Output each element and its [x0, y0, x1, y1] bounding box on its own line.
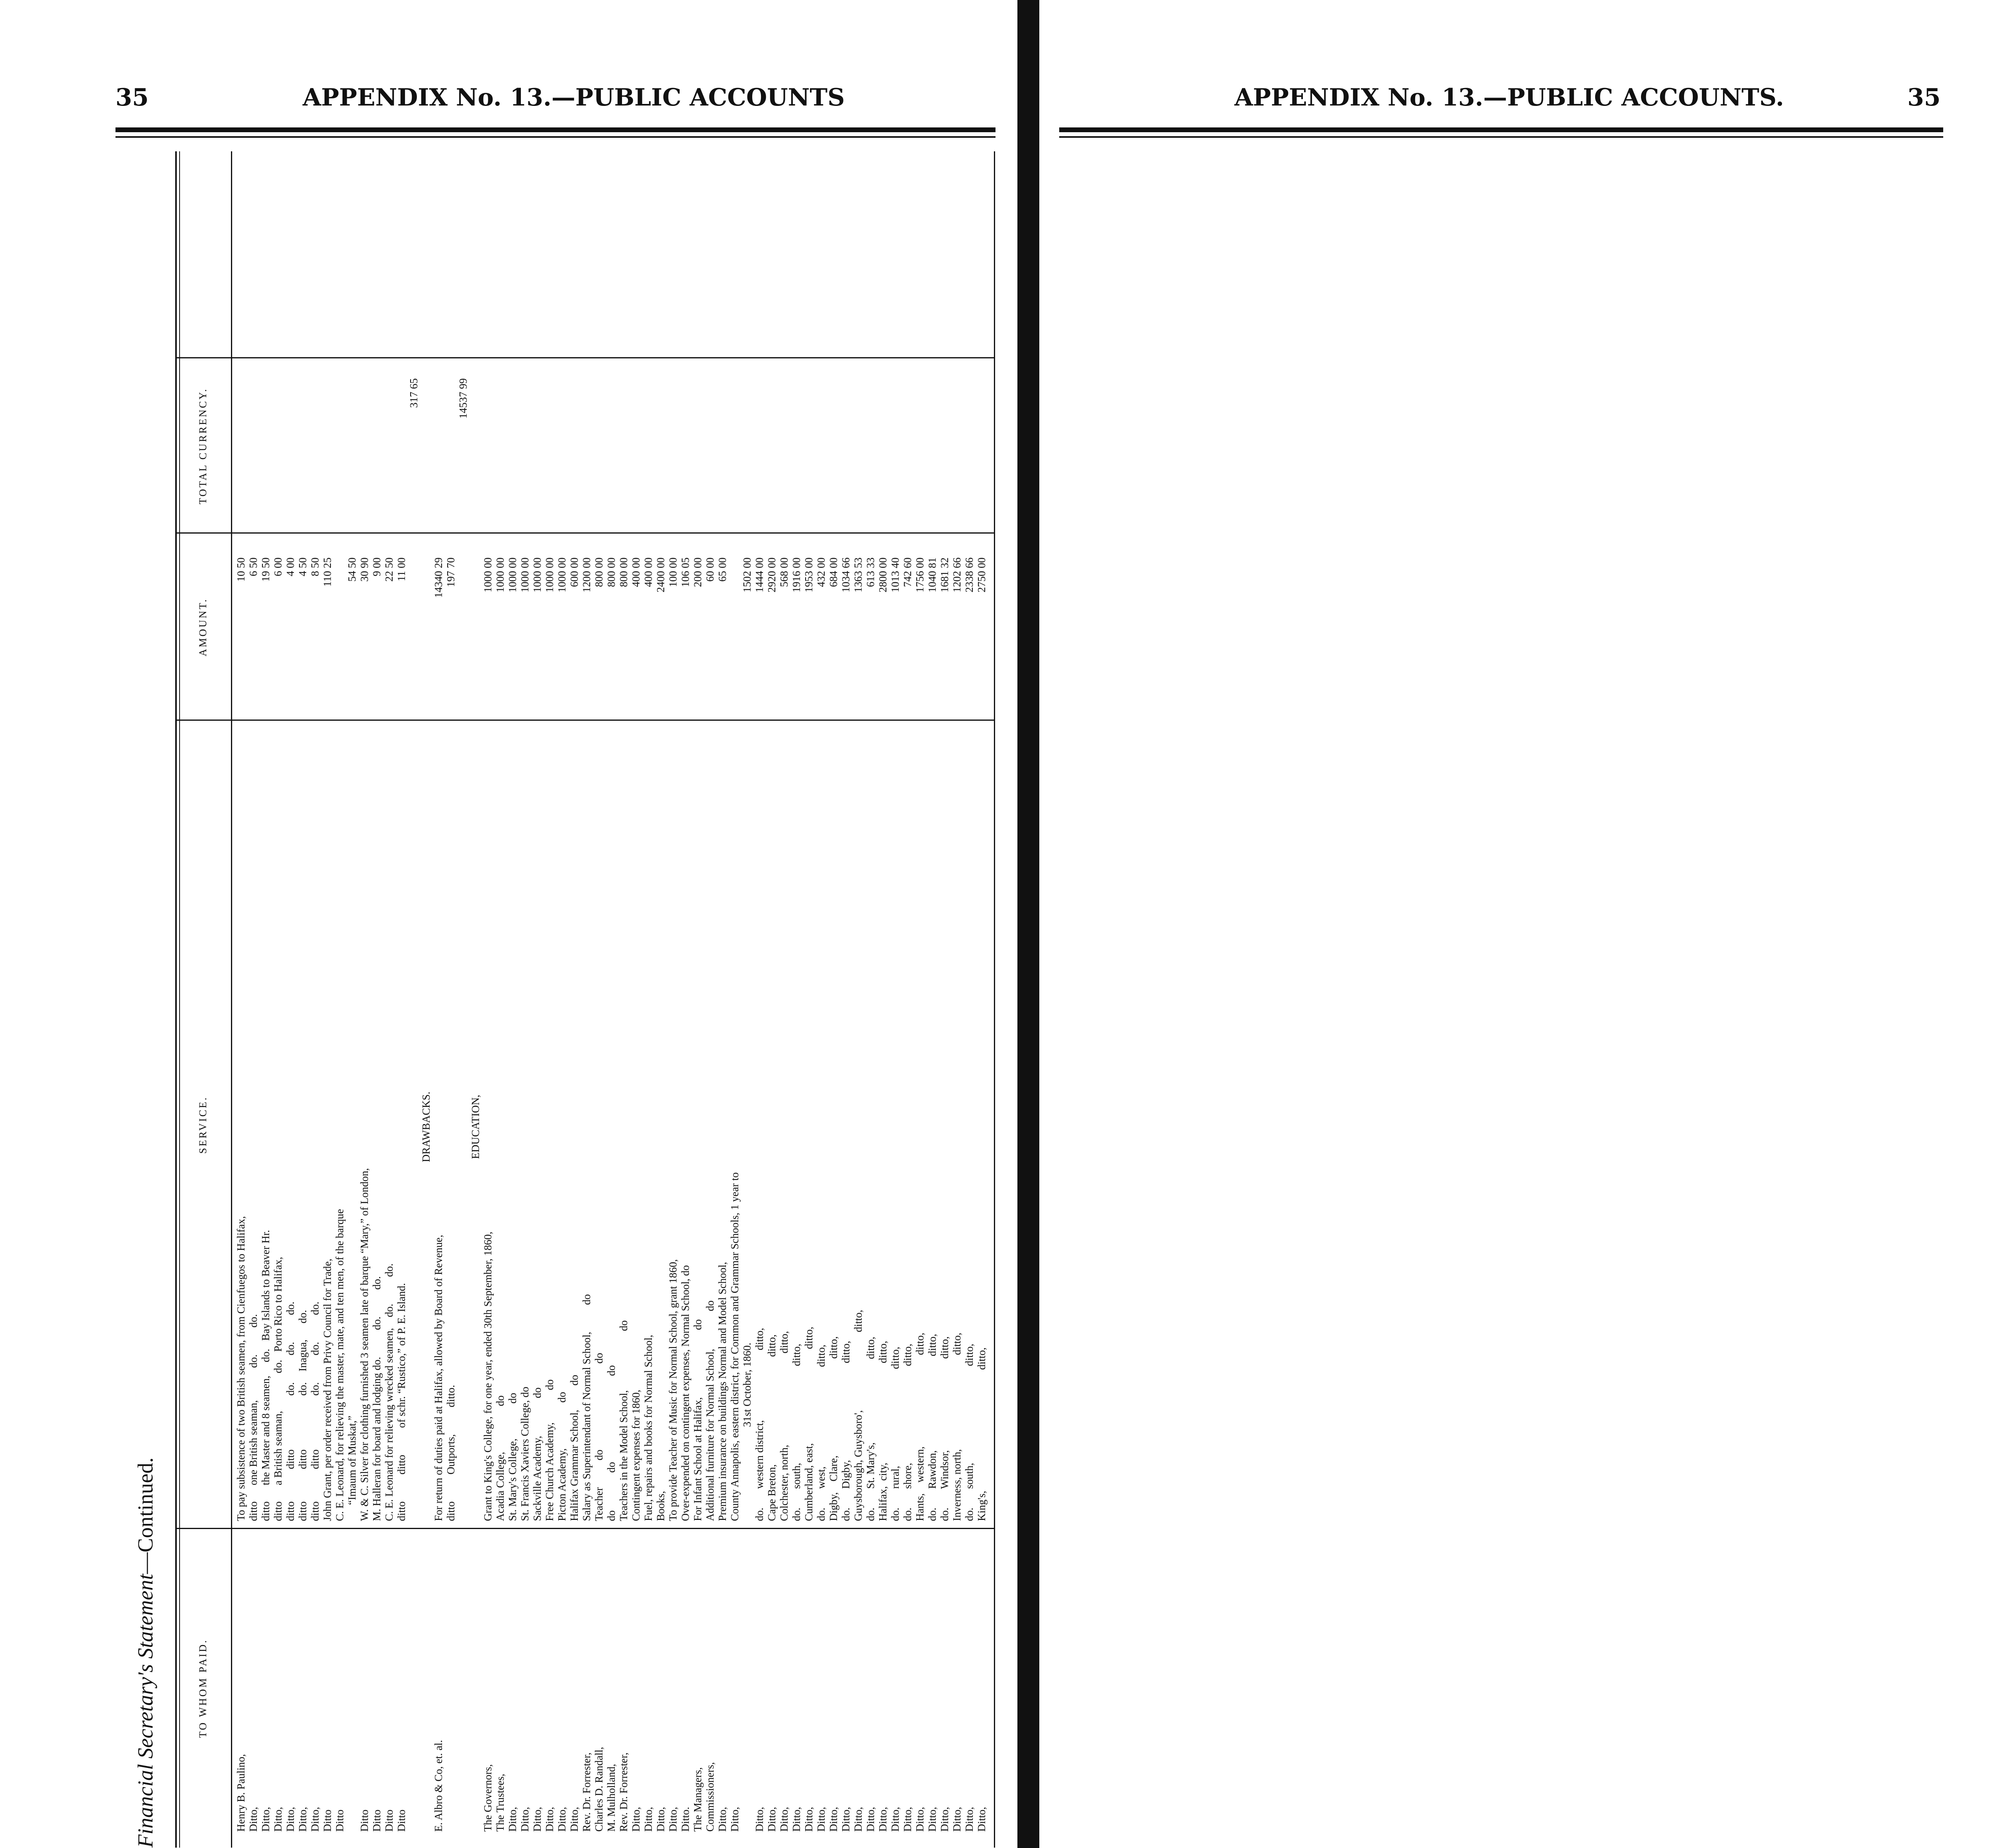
- table-row: [976, 151, 988, 1848]
- row-amount: 30 90: [358, 557, 370, 582]
- row-service: ditto ditto do. do. do.: [309, 1301, 321, 1521]
- row-who: Henry B. Paulino,: [235, 1754, 247, 1832]
- table-row: [420, 151, 432, 1848]
- left-page-number: 35: [115, 84, 149, 111]
- left-header-rule-thin: [115, 136, 996, 138]
- row-service: King's, ditto,: [976, 1347, 988, 1521]
- right-running-head: APPENDIX No. 13.—PUBLIC ACCOUNTS.: [1234, 84, 1784, 111]
- row-who: Ditto,: [889, 1807, 901, 1832]
- row-who: Rev. Dr. Forrester,: [581, 1752, 593, 1832]
- col-head-amount: AMOUNT.: [197, 598, 209, 657]
- row-who: Ditto,: [852, 1807, 864, 1832]
- table-row: [556, 151, 568, 1848]
- row-amount: 197 70: [445, 557, 457, 587]
- row-service: To pay subsistence of two British seamen, from Cienfuegos to Halifax,: [235, 1216, 247, 1521]
- row-service: Guysborough, Guysboro', ditto,: [852, 1310, 864, 1521]
- row-amount: 800 00: [605, 557, 617, 587]
- table-caption: [131, 151, 159, 1848]
- row-service: W. & C. Silver for clothing furnished 3 seamen late of barque “Mary,” of London,: [358, 1168, 370, 1521]
- row-amount: 1916 00: [790, 557, 802, 593]
- row-who: Ditto,: [766, 1807, 778, 1832]
- row-amount: 1202 66: [951, 557, 963, 593]
- row-amount: 432 00: [815, 557, 827, 587]
- col-head-who: TO WHOM PAID.: [197, 1639, 209, 1738]
- table-bottom-rule: [994, 151, 995, 1848]
- row-service: Over-expended on contingent expenses, Normal School, do: [679, 1265, 691, 1521]
- row-who: Ditto,: [309, 1807, 321, 1832]
- row-amount: 800 00: [593, 557, 605, 587]
- row-who: Ditto,: [507, 1807, 518, 1832]
- row-amount: 110 25: [321, 557, 333, 587]
- row-amount: 613 33: [864, 557, 876, 587]
- row-amount: 1444 00: [753, 557, 765, 593]
- table-row: [827, 151, 840, 1848]
- row-amount: 400 00: [630, 557, 642, 587]
- caption-continued: —Continued.: [133, 1457, 157, 1574]
- row-service: Premium insurance on buildings Normal and Model School,: [716, 1262, 728, 1521]
- row-service: Additional furniture for Normal School, do: [704, 1300, 716, 1521]
- table-row: [692, 151, 704, 1848]
- row-amount: 1000 00: [531, 557, 543, 593]
- table-row: [618, 151, 630, 1848]
- row-service: do. Digby, ditto,: [840, 1341, 852, 1521]
- row-service: Hants, western, ditto,: [914, 1332, 926, 1521]
- row-who: Ditto,: [272, 1807, 284, 1832]
- table-row: [309, 151, 321, 1848]
- row-who: Ditto,: [260, 1807, 272, 1832]
- row-service: do. Rawdon, ditto,: [926, 1334, 938, 1521]
- table-row: [247, 151, 260, 1848]
- table-row: [408, 151, 420, 1848]
- row-who: Ditto: [371, 1809, 383, 1832]
- row-service: C. E. Leonard, for relieving the master, mate, and ten men, of the barque: [334, 1209, 346, 1521]
- row-who: Ditto,: [976, 1807, 988, 1832]
- row-amount: 100 00: [667, 557, 679, 587]
- row-service: ditto ditto do. Inagua, do.: [297, 1310, 309, 1521]
- row-service: Cumberland, east, ditto,: [803, 1326, 815, 1521]
- row-who: E. Albro & Co, et. al.: [432, 1740, 444, 1832]
- table-row: [963, 151, 976, 1848]
- table-row: [445, 151, 457, 1848]
- row-who: Ditto: [321, 1809, 333, 1832]
- row-amount: 1000 00: [556, 557, 568, 593]
- row-who: Ditto,: [790, 1807, 802, 1832]
- table-row: [469, 151, 482, 1848]
- row-service: Teachers in the Model School, do: [618, 1320, 630, 1521]
- row-service: M. Halleran for board and lodging do. do. do.: [371, 1276, 383, 1521]
- row-amount: 800 00: [618, 557, 630, 587]
- row-amount: 200 00: [692, 557, 704, 587]
- table-row: [852, 151, 864, 1848]
- table-row: [803, 151, 815, 1848]
- table-row: [297, 151, 309, 1848]
- row-service: For return of duties paid at Halifax, allowed by Board of Revenue,: [432, 1234, 444, 1521]
- row-who: Ditto,: [247, 1807, 259, 1832]
- row-amount: 8 50: [309, 557, 321, 577]
- row-who: Ditto,: [630, 1807, 642, 1832]
- row-service: Acadia College, do: [494, 1395, 506, 1521]
- table-row: [371, 151, 383, 1848]
- row-who: Ditto: [358, 1809, 370, 1832]
- row-who: Ditto,: [926, 1807, 938, 1832]
- table-row: [395, 151, 408, 1848]
- table-row: [346, 151, 358, 1848]
- table-row: [716, 151, 729, 1848]
- table-row: [939, 151, 951, 1848]
- row-who: Ditto,: [803, 1807, 815, 1832]
- row-amount: 22 50: [383, 557, 395, 582]
- row-service: Free Church Academy, do: [544, 1379, 555, 1521]
- row-who: Ditto,: [519, 1807, 531, 1832]
- table-row: [741, 151, 753, 1848]
- row-amount: 1040 81: [926, 557, 938, 593]
- row-who: The Managers,: [692, 1767, 704, 1832]
- row-who: Ditto,: [544, 1807, 555, 1832]
- row-service: do. western district, ditto,: [753, 1328, 765, 1521]
- row-service: Halifax Grammar School, do: [568, 1375, 580, 1521]
- table-row: [531, 151, 544, 1848]
- left-header-rule: [115, 127, 996, 132]
- row-service: do. shore, ditto,: [902, 1343, 913, 1521]
- row-total: 317 65: [408, 378, 420, 408]
- row-amount: 1000 00: [544, 557, 555, 593]
- row-service: ditto one British seaman, do. do.: [247, 1314, 259, 1521]
- row-service: Salary as Superintendant of Normal School, do: [581, 1294, 593, 1521]
- row-who: The Governors,: [482, 1764, 494, 1832]
- row-who: Ditto,: [284, 1807, 296, 1832]
- row-service: do. Windsor, ditto,: [939, 1336, 951, 1521]
- row-service: DRAWBACKS.: [420, 1091, 432, 1162]
- row-amount: 54 50: [346, 557, 358, 582]
- table-row: [519, 151, 531, 1848]
- table-row: [951, 151, 963, 1848]
- row-who: Ditto,: [568, 1807, 580, 1832]
- row-amount: 1000 00: [507, 557, 518, 593]
- table-row: [321, 151, 334, 1848]
- col-head-total: TOTAL CURRENCY.: [197, 387, 209, 505]
- row-who: Ditto,: [877, 1807, 889, 1832]
- row-who: Ditto,: [531, 1807, 543, 1832]
- table-row: [581, 151, 593, 1848]
- table-row: [667, 151, 679, 1848]
- row-service: For Infant School at Halifax, do: [692, 1319, 704, 1521]
- table-row: [914, 151, 926, 1848]
- row-service: 31st October, 1860.: [741, 1342, 753, 1521]
- table-row: [507, 151, 519, 1848]
- row-service: ditto Outports, ditto.: [445, 1385, 457, 1521]
- table-row: [729, 151, 741, 1848]
- row-amount: 60 00: [704, 557, 716, 582]
- table-row: [260, 151, 272, 1848]
- table-row: [272, 151, 284, 1848]
- row-amount: 10 50: [235, 557, 247, 582]
- row-amount: 2338 66: [963, 557, 975, 593]
- row-service: Sackville Academy, do: [531, 1387, 543, 1521]
- row-who: Ditto: [395, 1809, 407, 1832]
- row-who: The Trustees,: [494, 1774, 506, 1832]
- table-row: [889, 151, 902, 1848]
- row-who: Commissioners,: [704, 1762, 716, 1832]
- row-service: ditto ditto of schr. “Rustico,” of P. E. Island.: [395, 1283, 407, 1521]
- table-row: [790, 151, 803, 1848]
- table-row: [864, 151, 877, 1848]
- row-amount: 400 00: [642, 557, 654, 587]
- row-service: Fuel, repairs and books for Normal School,: [642, 1335, 654, 1521]
- table-row: [679, 151, 692, 1848]
- row-amount: 11 00: [395, 557, 407, 581]
- row-amount: 684 00: [827, 557, 839, 587]
- row-amount: 65 00: [716, 557, 728, 582]
- table-row: [815, 151, 827, 1848]
- row-service: John Grant, per order received from Privy Council for Trade,: [321, 1258, 333, 1521]
- table-header-rule: [231, 151, 232, 1848]
- row-amount: 2800 00: [877, 557, 889, 593]
- table-row: [432, 151, 445, 1848]
- caption-title: Financial Secretary's Statement: [133, 1574, 157, 1848]
- table-row: [877, 151, 889, 1848]
- table-row: [235, 151, 247, 1848]
- row-service: do do do: [605, 1365, 617, 1521]
- row-service: do. rural, ditto,: [889, 1347, 901, 1521]
- row-service: “Imaum of Muskat,”: [346, 1416, 358, 1521]
- row-amount: 106 05: [679, 557, 691, 587]
- row-who: Ditto,: [297, 1807, 309, 1832]
- row-service: St. Mary's College, do: [507, 1392, 518, 1521]
- left-running-head: APPENDIX No. 13.—PUBLIC ACCOUNTS: [303, 84, 845, 111]
- row-amount: 6 00: [272, 557, 284, 577]
- table-row: [334, 151, 346, 1848]
- row-service: C. E. Leonard for relieving wrecked seamen, do. do.: [383, 1263, 395, 1521]
- row-amount: 1000 00: [482, 557, 494, 593]
- row-service: Contingent expenses for 1860,: [630, 1390, 642, 1521]
- table-row: [902, 151, 914, 1848]
- row-who: Ditto,: [827, 1807, 839, 1832]
- table-row: [605, 151, 618, 1848]
- row-service: Teacher do do: [593, 1353, 605, 1521]
- row-who: Ditto,: [778, 1807, 790, 1832]
- row-amount: 9 00: [371, 557, 383, 577]
- row-amount: 6 50: [247, 557, 259, 577]
- book-gutter: [1017, 0, 1039, 1848]
- row-service: EDUCATION,: [469, 1095, 481, 1159]
- row-amount: 1000 00: [494, 557, 506, 593]
- row-who: Ditto,: [951, 1807, 963, 1832]
- table-row: [704, 151, 716, 1848]
- row-amount: 4 00: [284, 557, 296, 577]
- row-who: Rev. Dr. Forrester,: [618, 1752, 630, 1832]
- table-row: [630, 151, 642, 1848]
- row-who: Ditto,: [667, 1807, 679, 1832]
- row-service: do. south, ditto,: [963, 1343, 975, 1521]
- row-amount: 19 50: [260, 557, 272, 582]
- row-amount: 1953 00: [803, 557, 815, 593]
- table-row: [753, 151, 766, 1848]
- row-amount: 1756 00: [914, 557, 926, 593]
- row-amount: 14340 29: [432, 557, 444, 598]
- row-service: Inverness, north, ditto,: [951, 1332, 963, 1521]
- col-head-service: SERVICE.: [197, 1096, 209, 1154]
- row-who: Ditto,: [729, 1807, 741, 1832]
- row-who: Ditto,: [840, 1807, 852, 1832]
- row-service: ditto the Master and 8 seamen, do. Bay Islands to Beaver Hr.: [260, 1230, 272, 1521]
- row-service: County Annapolis, eastern district, for Common and Grammar Schools, 1 year to: [729, 1172, 741, 1521]
- row-amount: 2400 00: [655, 557, 667, 593]
- right-header-rule: [1059, 127, 1943, 132]
- row-who: Ditto,: [642, 1807, 654, 1832]
- row-who: Ditto,: [716, 1807, 728, 1832]
- row-service: do. St. Mary's, ditto,: [864, 1336, 876, 1521]
- table-row: [494, 151, 507, 1848]
- table-row: [284, 151, 297, 1848]
- row-service: do. south, ditto,: [790, 1343, 802, 1521]
- table-row: [655, 151, 667, 1848]
- table-row: [593, 151, 605, 1848]
- row-service: Picton Academy, do: [556, 1392, 568, 1521]
- row-who: M. Mulholland,: [605, 1764, 617, 1832]
- row-service: Grant to King's College, for one year, ended 30th September, 1860,: [482, 1231, 494, 1521]
- row-service: Digby, Clare, ditto,: [827, 1336, 839, 1521]
- table-row: [568, 151, 581, 1848]
- row-amount: 1681 32: [939, 557, 951, 593]
- row-who: Ditto,: [864, 1807, 876, 1832]
- table-row: [766, 151, 778, 1848]
- table-frame: [175, 151, 996, 1848]
- row-who: Ditto,: [939, 1807, 951, 1832]
- financial-statement-table: [131, 151, 996, 1848]
- table-row: [383, 151, 395, 1848]
- row-total: 14537 99: [457, 378, 469, 419]
- row-service: To provide Teacher of Music for Normal School, grant 1860,: [667, 1259, 679, 1521]
- row-amount: 1000 00: [519, 557, 531, 593]
- row-amount: 1502 00: [741, 557, 753, 593]
- row-amount: 2750 00: [976, 557, 988, 593]
- table-row: [457, 151, 469, 1848]
- table-row: [926, 151, 939, 1848]
- row-amount: 1200 00: [581, 557, 593, 593]
- row-service: Colchester, north, ditto,: [778, 1331, 790, 1521]
- row-who: Ditto,: [914, 1807, 926, 1832]
- row-amount: 4 50: [297, 557, 309, 577]
- row-service: Books,: [655, 1491, 667, 1521]
- right-page-number: 35: [1907, 84, 1941, 111]
- row-service: St. Francis Xaviers College, do: [519, 1386, 531, 1521]
- row-who: Ditto,: [753, 1807, 765, 1832]
- row-amount: 600 00: [568, 557, 580, 587]
- row-who: Ditto,: [902, 1807, 913, 1832]
- row-who: Charles D. Randall,: [593, 1747, 605, 1832]
- table-row: [544, 151, 556, 1848]
- table-row: [482, 151, 494, 1848]
- row-who: Ditto,: [556, 1807, 568, 1832]
- row-service: do. west, ditto,: [815, 1344, 827, 1521]
- row-service: Cape Breton, ditto,: [766, 1334, 778, 1521]
- row-who: Ditto,: [963, 1807, 975, 1832]
- row-amount: 742 60: [902, 557, 913, 587]
- table-row: [778, 151, 790, 1848]
- row-service: ditto a British seaman, do. Porto Rico to Halifax,: [272, 1257, 284, 1521]
- right-header-rule-thin: [1059, 136, 1943, 138]
- row-service: ditto ditto do. do. do.: [284, 1301, 296, 1521]
- row-amount: 2920 00: [766, 557, 778, 593]
- row-amount: 568 00: [778, 557, 790, 587]
- table-row: [840, 151, 852, 1848]
- row-who: Ditto: [334, 1809, 346, 1832]
- row-who: Ditto.: [679, 1807, 691, 1832]
- row-service: Halifax, city, ditto,: [877, 1341, 889, 1521]
- row-who: Ditto,: [815, 1807, 827, 1832]
- row-who: Ditto,: [655, 1807, 667, 1832]
- row-amount: 1013 40: [889, 557, 901, 593]
- row-amount: 1034 66: [840, 557, 852, 593]
- row-amount: 1363 53: [852, 557, 864, 593]
- table-row: [642, 151, 655, 1848]
- table-row: [358, 151, 371, 1848]
- row-who: Ditto: [383, 1809, 395, 1832]
